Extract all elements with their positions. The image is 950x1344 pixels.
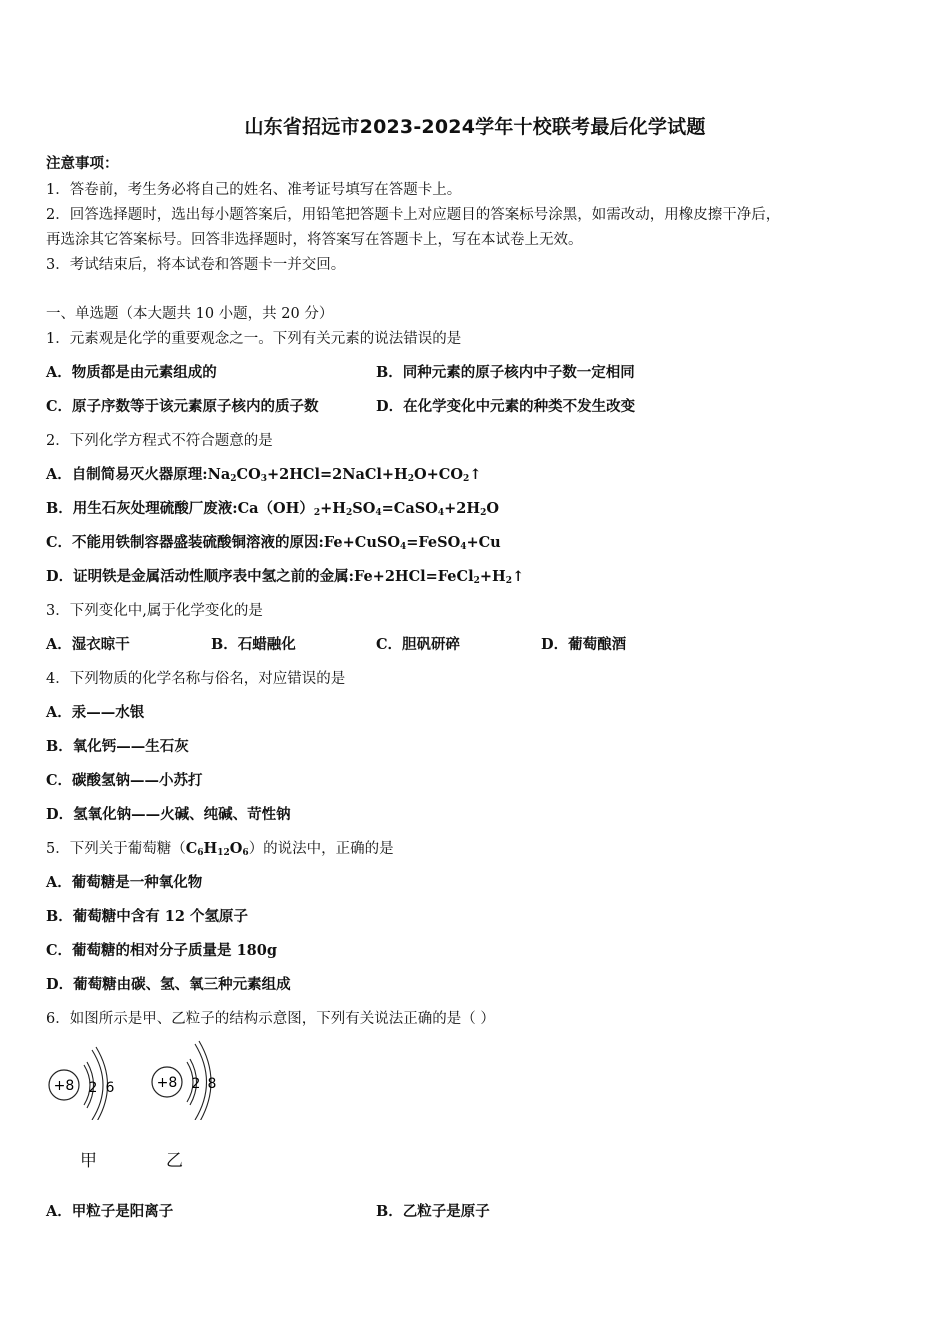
q5-stem-suffix: ）的说法中，正确的是: [248, 841, 394, 857]
yi-nucleus-charge: +8: [156, 1075, 178, 1091]
notice-item-2b: 再选涂其它答案标号。回答非选择题时，将答案写在答题卡上，写在本试卷上无效。: [46, 232, 583, 248]
particle-structure-diagram: [40, 1040, 240, 1120]
q3-option-a: A．湿衣晾干: [46, 636, 130, 653]
q6-stem: 6．如图所示是甲、乙粒子的结构示意图，下列有关说法正确的是（ ）: [46, 1011, 495, 1027]
q5-option-b: B．葡萄糖中含有 12 个氢原子: [46, 908, 249, 925]
notice-item-3: 3．考试结束后，将本试卷和答题卡一并交回。: [46, 257, 346, 273]
q4-option-d: D．氢氧化钠——火碱、纯碱、苛性钠: [46, 806, 291, 823]
yi-shell-1-electrons: 2: [191, 1076, 201, 1092]
q2-option-c-equation: Fe+CuSO$_4$=FeSO$_4$+Cu: [323, 534, 501, 552]
q4-option-b: B．氧化钙——生石灰: [46, 738, 189, 755]
q2-option-a-equation: $Na_2CO_3+2HCl=2NaCl+H_2O+CO_2↑$: [207, 466, 482, 484]
q2-option-d-equation: $Fe+2HCl=FeCl_2+H_2↑$: [353, 568, 525, 586]
q4-option-a: A．汞——水银: [46, 704, 145, 721]
q5-formula: $C_6H_{12}O_6$: [185, 840, 249, 858]
q1-option-b: B．同种元素的原子核内中子数一定相同: [376, 364, 635, 381]
particle-label-jia: 甲: [80, 1151, 97, 1171]
notice-item-2a: 2．回答选择题时，选出每小题答案后，用铅笔把答题卡上对应题目的答案标号涂黑，如需改动，用橡皮擦干净后，: [46, 207, 781, 223]
jia-shell-2-electrons: 6: [105, 1080, 115, 1096]
yi-shell-2-electrons: 8: [207, 1076, 217, 1092]
q2-option-c: [46, 531, 501, 552]
q2-stem: 2．下列化学方程式不符合题意的是: [46, 433, 273, 449]
q2-option-c-prefix: C．不能用铁制容器盛装硫酸铜溶液的原因:: [46, 534, 324, 551]
q5-option-d: D．葡萄糖由碳、氢、氧三种元素组成: [46, 976, 291, 993]
q2-option-b-equation: $Ca(OH)_2+H_2SO_4=CaSO_4+2H_2O$: [237, 500, 499, 518]
q5-stem-prefix: 5．下列关于葡萄糖（: [46, 841, 186, 857]
q4-stem: 4．下列物质的化学名称与俗名，对应错误的是: [46, 671, 346, 687]
q3-option-c: C．胆矾研碎: [376, 636, 461, 653]
q2-option-d: [46, 565, 524, 586]
page-title: 山东省招远市2023-2024学年十校联考最后化学试题: [244, 116, 706, 138]
jia-nucleus-charge: +8: [53, 1078, 75, 1094]
q3-stem: 3．下列变化中,属于化学变化的是: [46, 603, 263, 619]
q2-option-b: [46, 497, 499, 518]
jia-shell-1-electrons: 2: [88, 1080, 98, 1096]
section-heading: 一、单选题（本大题共 10 小题，共 20 分）: [46, 306, 334, 322]
q3-option-d: D．葡萄酿酒: [541, 636, 627, 653]
q6-option-a: A．甲粒子是阳离子: [46, 1203, 174, 1220]
q5-option-a: A．葡萄糖是一种氧化物: [46, 874, 203, 891]
q2-option-a-prefix: A．自制简易灭火器原理:: [46, 466, 208, 483]
notice-heading: 注意事项：: [46, 155, 119, 172]
q1-option-a: A．物质都是由元素组成的: [46, 364, 217, 381]
q5-stem: [46, 837, 394, 858]
particle-jia: [49, 1047, 115, 1120]
q4-option-c: C．碳酸氢钠——小苏打: [46, 772, 203, 789]
q2-option-b-prefix: B．用生石灰处理硫酸厂废液:: [46, 500, 238, 517]
q2-option-a: [46, 463, 481, 484]
q1-stem: 1．元素观是化学的重要观念之一。下列有关元素的说法错误的是: [46, 331, 462, 347]
particle-yi: [152, 1041, 216, 1120]
q2-option-d-prefix: D．证明铁是金属活动性顺序表中氢之前的金属:: [46, 568, 354, 585]
q3-option-b: B．石蜡融化: [211, 636, 296, 653]
particle-label-yi: 乙: [166, 1151, 183, 1171]
q5-option-c: C．葡萄糖的相对分子质量是 180g: [46, 942, 277, 959]
q1-option-c: C．原子序数等于该元素原子核内的质子数: [46, 398, 319, 415]
q6-option-b: B．乙粒子是原子: [376, 1203, 490, 1220]
q1-option-d: D．在化学变化中元素的种类不发生改变: [376, 398, 636, 415]
notice-item-1: 1．答卷前，考生务必将自己的姓名、准考证号填写在答题卡上。: [46, 182, 462, 198]
